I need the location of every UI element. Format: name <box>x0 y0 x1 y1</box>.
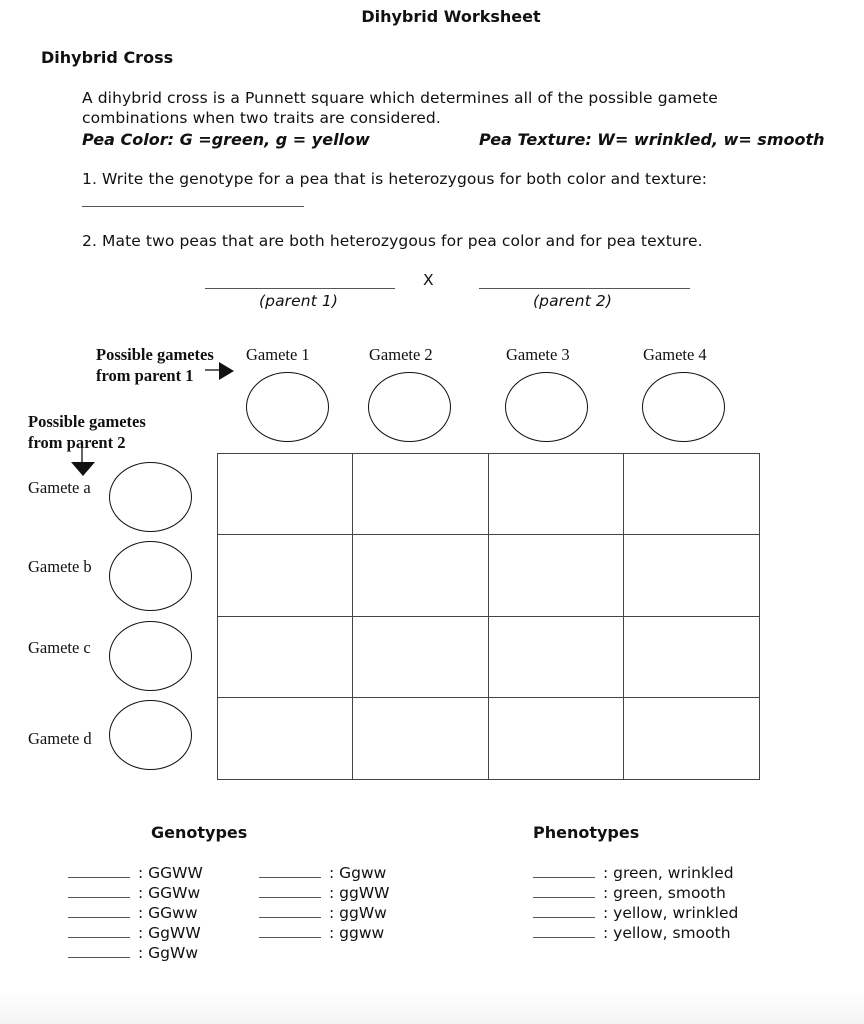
intro-text-line1: A dihybrid cross is a Punnett square which determines all of the possible gamete <box>82 89 718 107</box>
section-heading: Dihybrid Cross <box>41 48 174 67</box>
phenotype-count-blank[interactable] <box>533 923 595 938</box>
phenotype-count-blank[interactable] <box>533 863 595 878</box>
punnett-cell[interactable] <box>489 454 624 535</box>
punnett-cell[interactable] <box>218 617 353 698</box>
gamete-1-label: Gamete 1 <box>246 345 310 364</box>
genotype-row: : ggWW <box>259 883 389 903</box>
gamete-a-circle[interactable] <box>109 462 192 532</box>
punnett-cell[interactable] <box>624 535 759 616</box>
genotype-count-blank[interactable] <box>68 863 130 878</box>
gamete-b-circle[interactable] <box>109 541 192 611</box>
genotype-row: : Ggww <box>259 863 386 883</box>
genotype-row: : GGWw <box>68 883 200 903</box>
parent2-answer-blank[interactable] <box>479 288 690 289</box>
question-2: 2. Mate two peas that are both heterozygous for pea color and for pea texture. <box>82 232 703 250</box>
genotype-count-blank[interactable] <box>259 923 321 938</box>
genotype-count-blank[interactable] <box>68 883 130 898</box>
gamete-3-label: Gamete 3 <box>506 345 570 364</box>
genotype-count-blank[interactable] <box>68 903 130 918</box>
punnett-cell[interactable] <box>218 698 353 779</box>
intro-text-line2: combinations when two traits are considered. <box>82 109 441 127</box>
question-1: 1. Write the genotype for a pea that is heterozygous for both color and texture: <box>82 170 708 188</box>
phenotype-count-blank[interactable] <box>533 883 595 898</box>
parent2-gametes-caption: Possible gametes from parent 2 <box>28 412 146 452</box>
genotype-row: : GgWw <box>68 943 198 963</box>
genotype-row: : ggWw <box>259 903 387 923</box>
q1-answer-blank[interactable] <box>82 206 304 207</box>
genotypes-heading: Genotypes <box>151 823 248 842</box>
right-arrow-icon <box>203 362 235 382</box>
punnett-cell[interactable] <box>353 454 488 535</box>
cross-symbol: X <box>423 271 434 289</box>
gamete-c-circle[interactable] <box>109 621 192 691</box>
genotype-row: : GGww <box>68 903 198 923</box>
phenotype-row: : green, wrinkled <box>533 863 734 883</box>
pea-color-key: Pea Color: G =green, g = yellow <box>82 130 370 149</box>
punnett-cell[interactable] <box>218 454 353 535</box>
genotype-count-blank[interactable] <box>68 943 130 958</box>
gamete-4-circle[interactable] <box>642 372 725 442</box>
phenotype-row: : green, smooth <box>533 883 726 903</box>
parent2-label: (parent 2) <box>533 292 613 310</box>
gamete-4-label: Gamete 4 <box>643 345 707 364</box>
genotype-row: : GGWW <box>68 863 203 883</box>
phenotype-row: : yellow, smooth <box>533 923 731 943</box>
pea-texture-key: Pea Texture: W= wrinkled, w= smooth <box>479 130 825 149</box>
punnett-cell[interactable] <box>353 535 488 616</box>
punnett-cell[interactable] <box>489 617 624 698</box>
gamete-d-circle[interactable] <box>109 700 192 770</box>
punnett-cell[interactable] <box>353 617 488 698</box>
worksheet-title: Dihybrid Worksheet <box>361 7 541 26</box>
phenotype-row: : yellow, wrinkled <box>533 903 738 923</box>
parent1-answer-blank[interactable] <box>205 288 395 289</box>
phenotype-count-blank[interactable] <box>533 903 595 918</box>
punnett-cell[interactable] <box>489 535 624 616</box>
genotype-count-blank[interactable] <box>259 883 321 898</box>
punnett-cell[interactable] <box>489 698 624 779</box>
phenotypes-heading: Phenotypes <box>533 823 640 842</box>
genotype-count-blank[interactable] <box>259 903 321 918</box>
gamete-2-circle[interactable] <box>368 372 451 442</box>
punnett-cell[interactable] <box>353 698 488 779</box>
gamete-1-circle[interactable] <box>246 372 329 442</box>
genotype-row: : ggww <box>259 923 384 943</box>
gamete-b-label: Gamete b <box>28 557 92 576</box>
down-arrow-icon <box>70 448 98 478</box>
punnett-cell[interactable] <box>624 698 759 779</box>
parent1-gametes-caption: Possible gametes from parent 1 <box>96 345 214 385</box>
gamete-2-label: Gamete 2 <box>369 345 433 364</box>
punnett-square <box>217 453 760 780</box>
genotype-row: : GgWW <box>68 923 201 943</box>
genotype-count-blank[interactable] <box>68 923 130 938</box>
gamete-3-circle[interactable] <box>505 372 588 442</box>
genotype-count-blank[interactable] <box>259 863 321 878</box>
punnett-cell[interactable] <box>218 535 353 616</box>
parent1-label: (parent 1) <box>259 292 339 310</box>
punnett-cell[interactable] <box>624 617 759 698</box>
gamete-a-label: Gamete a <box>28 478 91 497</box>
punnett-cell[interactable] <box>624 454 759 535</box>
gamete-c-label: Gamete c <box>28 638 91 657</box>
gamete-d-label: Gamete d <box>28 729 92 748</box>
